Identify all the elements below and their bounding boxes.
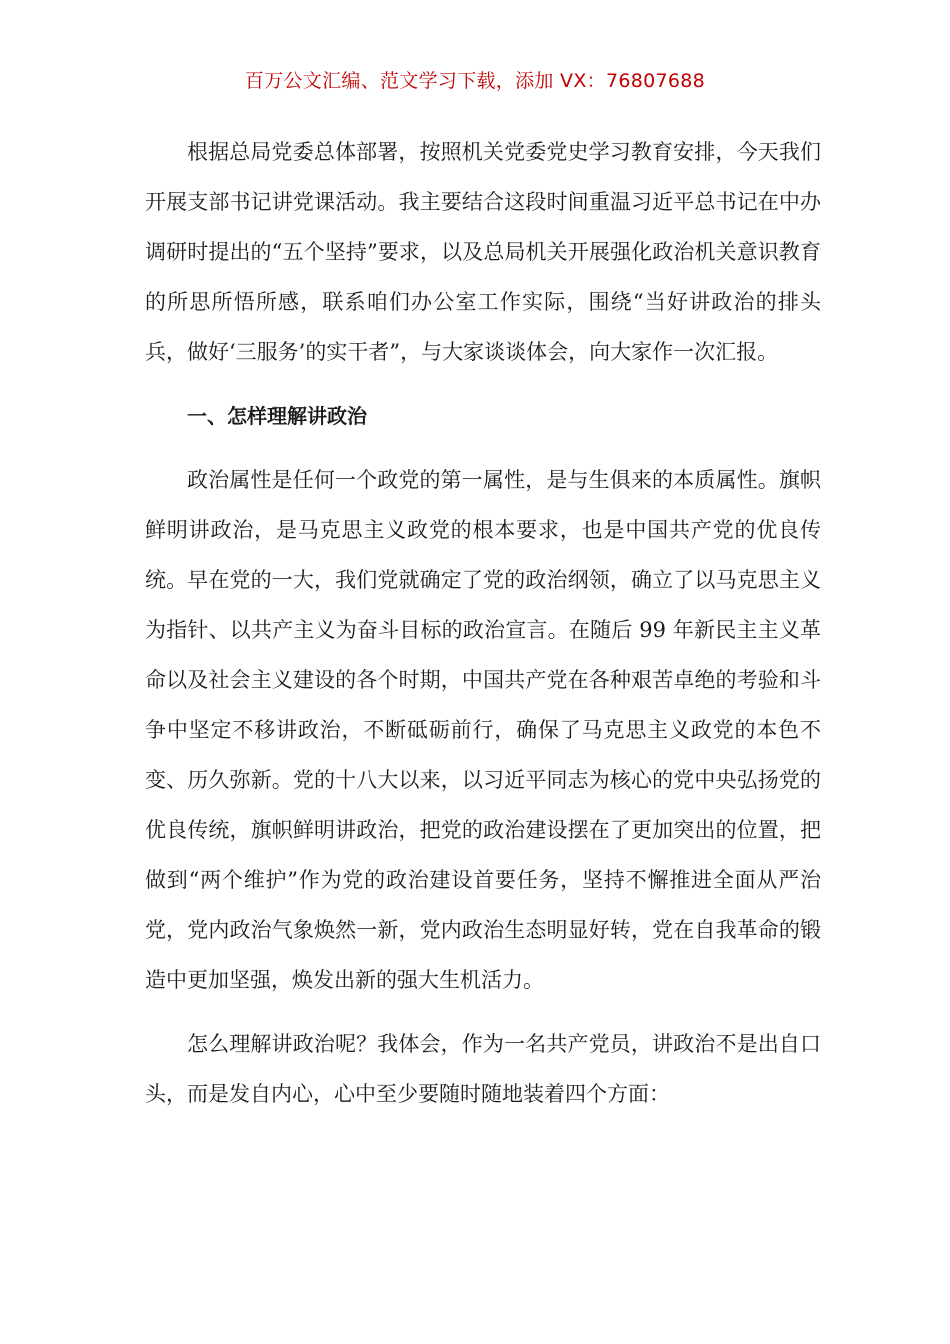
section-paragraph-1: 政治属性是任何一个政党的第一属性，是与生俱来的本质属性。旗帜鲜明讲政治，是马克思主义政党的根本要求，也是中国共产党的优良传统。早在党的一大，我们党就确定了党的政治纲领，确立了以马克思主义为指针、以共产主义为奋斗目标的政治宣言。在随后 99 年新民主主义革命以及社会主义建设的各个时期，中国共产党在各种艰苦卓绝的考验和斗争中坚定不移讲政治，不断砥砺前行，确保了马克思主义政党的本色不变、历久弥新。党的十八大以来，以习近平同志为核心的党中央弘扬党的优良传统，旗帜鲜明讲政治，把党的政治建设摆在了更加突出的位置，把做到“两个维护”作为党的政治建设首要任务，坚持不懈推进全面从严治党，党内政治气象焕然一新，党内政治生态明显好转，党在自我革命的锻造中更加坚强，焕发出新的强大生机活力。 xyxy=(145,468,821,992)
intro-paragraph: 根据总局党委总体部署，按照机关党委党史学习教育安排，今天我们开展支部书记讲党课活动。我主要结合这段时间重温习近平总书记在中办调研时提出的“五个坚持”要求，以及总局机关开展强化政治机关意识教育的所思所悟所感，联系咱们办公室工作实际，围绕“当好讲政治的排头兵，做好‘三服务’的实干者”，与大家谈谈体会，向大家作一次汇报。 xyxy=(145,140,821,364)
section-heading: 一、怎样理解讲政治 xyxy=(187,404,367,428)
document-body xyxy=(145,127,821,1119)
header-promo-note: 百万公文汇编、范文学习下载，添加 VX：76807688 xyxy=(244,70,706,92)
section-paragraph-2: 怎么理解讲政治呢？我体会，作为一名共产党员，讲政治不是出自口头，而是发自内心，心中至少要随时随地装着四个方面： xyxy=(145,1032,821,1106)
